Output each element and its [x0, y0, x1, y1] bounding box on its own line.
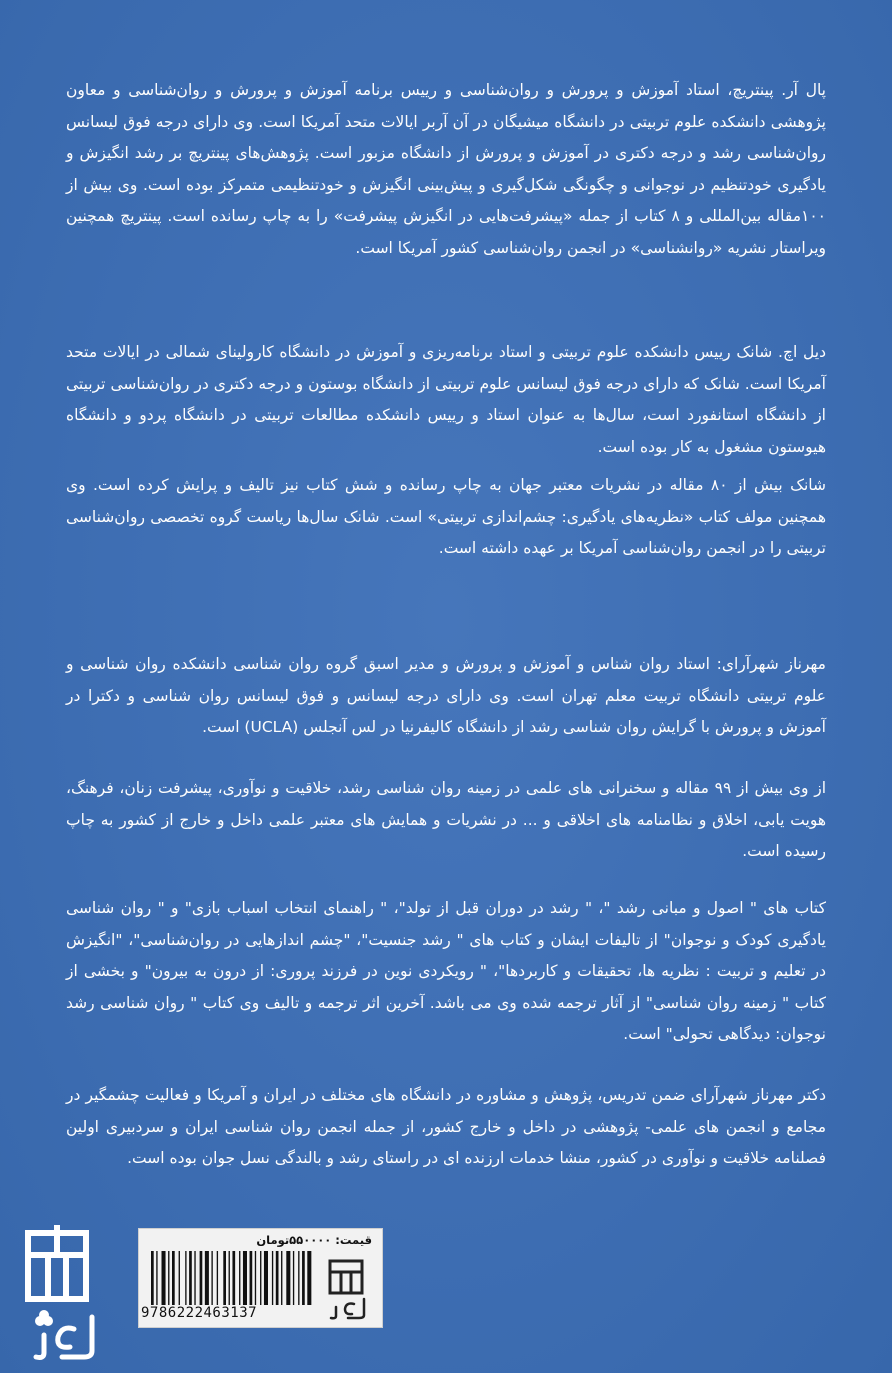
translator-bio-books: کتاب های " اصول و مبانی رشد "، " رشد در دوران قبل از تولد"، " راهنمای انتخاب اسباب بازی" و " روان شناسی یادگیری کودک و نوجوان" از تالیفات ایشان و کتاب های " رشد جنسیت"، "چشم اندازهایی در روان‌شناسی"، "انگیزش در تعلیم و تربیت : نظریه ها، تحقیقات و کاربردها"، " رویکردی نوین در فرزند پروری: از درون به بیرون" و بخشی از کتاب " زمینه روان شناسی" از آثار ترجمه شده وی می باشد. آخرین اثر ترجمه و تالیف وی کتاب " روان شناسی رشد نوجوان: دیدگاهی تحولی" است. — [66, 899, 826, 1043]
author-bio-pintrich: پال آر. پینتریچ، استاد آموزش و پرورش و روان‌شناسی و رییس برنامه آموزش و پرورش و روان‌شناسی و معاون پژوهشی دانشکده علوم تربیتی در دانشگاه میشیگان در آن آربر ایالات متحد آمریکا است. وی دارای درجه فوق لیسانس روان‌شناسی رشد و درجه دکتری در آموزش و پرورش از دانشگاه مزبور است. پژوهش‌های پینتریچ بر رشد انگیزش و یادگیری خودتنظیم در نوجوانی و چگونگی شکل‌گیری و پیش‌بینی انگیزش و خودتنظیمی متمرکز بوده است. وی بیش از ۱۰۰مقاله بین‌المللی و ۸ کتاب از جمله «پیشرفت‌هایی در انگیزش پیشرفت» را به چاپ رسانده است. پینتریچ همچنین ویراستار نشریه «روانشناسی» در انجمن روان‌شناسی کشور آمریکا است. — [66, 81, 826, 257]
publisher-logo-icon — [22, 1225, 114, 1363]
barcode-sticker — [138, 1228, 383, 1328]
isbn-number: 9786222463137 — [141, 1305, 258, 1321]
barcode-bars — [151, 1251, 319, 1305]
author-bio-schunk-publications: شانک بیش از ۸۰ مقاله در نشریات معتبر جهان به چاپ رسانده و شش کتاب نیز تالیف و پرایش کرده است. وی همچنین مولف کتاب «نظریه‌های یادگیری: چشم‌اندازی تربیتی» است. شانک سال‌ها ریاست گروه تخصصی روان‌شناسی تربیتی را در انجمن روان‌شناسی آمریکا بر عهده داشته است. — [66, 476, 826, 557]
publisher-mini-logo-icon — [324, 1257, 374, 1321]
translator-bio-activities: دکتر مهرناز شهرآرای ضمن تدریس، پژوهش و مشاوره در دانشگاه های مختلف در ایران و آمریکا و فعالیت چشمگیر در مجامع و انجمن های علمی- پژوهشی در داخل و خارج کشور، از جمله انجمن روان شناسی ایران و سردبیری اولین فصلنامه خلاقیت و نوآوری در کشور، منشا خدمات ارزنده ای در راستای رشد و بالندگی نسل جوان بوده است. — [66, 1086, 826, 1167]
translator-bio-articles: از وی بیش از ۹۹ مقاله و سخنرانی های علمی در زمینه روان شناسی رشد، خلاقیت و نوآوری، پیشرفت زنان، فرهنگ، هویت یابی، اخلاق و نظامنامه های اخلاقی و ... در نشریات و همایش های معتبر علمی داخل و خارج از کشور به چاپ رسیده است. — [66, 779, 826, 860]
author-bio-schunk: دیل اچ. شانک رییس دانشکده علوم تربیتی و استاد برنامه‌ریزی و آموزش در دانشگاه کارولینای شمالی در ایالات متحد آمریکا است. شانک که دارای درجه فوق لیسانس علوم تربیتی از دانشگاه بوستون و درجه دکتری در روان‌شناسی تربیتی از دانشگاه استانفورد است، سال‌ها به عنوان استاد و رییس دانشکده مطالعات تربیتی در دانشگاه پردو و دانشگاه هیوستون مشغول به کار بوده است. — [66, 343, 826, 456]
price-label: قیمت: ۵۵۰۰۰۰تومان — [256, 1233, 372, 1247]
translator-bio-shahraray: مهرناز شهرآرای: استاد روان شناس و آموزش و پرورش و مدیر اسبق گروه روان شناسی دانشکده روان شناسی و علوم تربیتی دانشگاه تربیت معلم تهران است. وی دارای درجه لیسانس و فوق لیسانس روان شناسی و دکترا در آموزش و پرورش با گرایش روان شناسی رشد از دانشگاه کالیفرنیا در لس آنجلس (UCLA) است. — [66, 655, 826, 736]
